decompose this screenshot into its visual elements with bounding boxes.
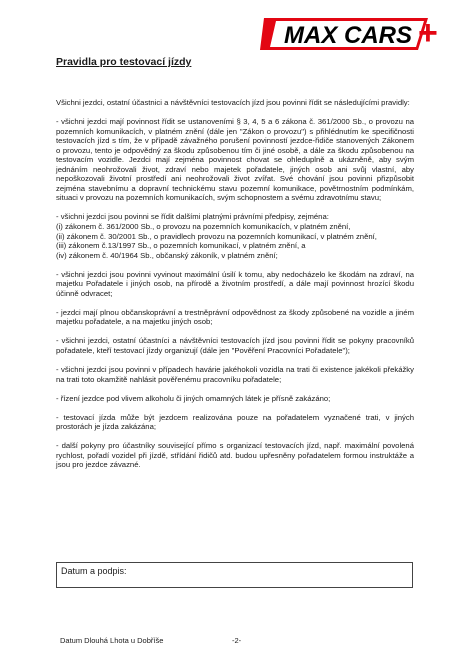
logo-plus-mark: + [418, 14, 438, 52]
logo-text: MAX CARS [284, 22, 413, 49]
rule-report-accidents: - všichni jezdci jsou povinni v případech havárie jakéhokoli vozidla na trati či existence jakékoli překážky na trati toto okamžitě nahlásit pověřenému pracovníku pořadatele; [56, 365, 414, 384]
signature-label: Datum a podpis: [61, 566, 127, 576]
law-item: (iv) zákonem č. 40/1964 Sb., občanský zákoník, v platném znění; [56, 250, 278, 260]
law-item: (ii) zákonem č. 30/2001 Sb., o pravidlech provozu na pozemních komunikací, v platném znění, [56, 231, 377, 241]
rule-other-regulations: - všichni jezdci jsou povinni se řídit dalšími platnými právními předpisy, zejména: [56, 212, 329, 222]
page-number: -2- [232, 636, 242, 645]
rule-traffic-law: - všichni jezdci mají povinnost řídit se ustanoveními § 3, 4, 5 a 6 zákona č. 361/2000 Sb., o provozu na pozemních komunikacích, v platném znění (dále jen "Zákon o provozu") s přihlédnutím ke specifičnosti testovacích jízd s tím, že v případě závažného porušení povinností jezdce-řidiče stanovených Zákonem o provozu, tento je odpovědný za škodu způsobenou tím či jiné osobě, a dále za škodu způsobenou na testovacím vozidle. Jezdci mají zejména povinnost chovat se ohleduplně a ukázněně, aby svým jednáním neohrožovali život, zdraví nebo majetek pořadatele, jiných osob ani svůj vlastní, aby nepoškozovali životní prostředí ani neohrožovali život zvířat. Své chování jsou povinni přizpůsobit zejména stavebnímu a dopravní technickému stavu pozemní komunikace, povětrnostním podmínkám, situaci v provozu na pozemních komunikacích, svým schopnostem a svému zdravotnímu stavu; [56, 117, 414, 203]
rule-further-instructions: - další pokyny pro účastníky související přímo s organizací testovacích jízd, např. maximální povolená rychlost, pořadí vozidel při jízdě, střídání řidičů atd. budou upřesněny pořadatelem formou instruktáže a jsou pro jezdce závazné. [56, 441, 414, 470]
rules-body [56, 98, 414, 479]
law-item: (i) zákonem č. 361/2000 Sb., o provozu na pozemních komunikacích, v platném znění, [56, 222, 351, 232]
rule-liability: - jezdci mají plnou občanskoprávní a trestněprávní odpovědnost za škody způsobené na vozidle a jiném majetku pořadatele, a na majetku jiných osob; [56, 307, 414, 327]
intro-paragraph: Všichni jezdci, ostatní účastnici a návštěvníci testovacích jízd jsou povinni řídit se následujícími pravidly: [56, 98, 410, 107]
rule-follow-staff: - všichni jezdci, ostatní účastníci a návštěvníci testovacích jízd jsou povinni řídit se pokyny pracovníků pořadatele, kteří testovací jízdy organizují (dále jen "Pověření Pracovníci Pořadatele"); [56, 336, 414, 355]
rule-no-alcohol: - řízení jezdce pod vlivem alkoholu či jiných omamných látek je přísně zakázáno; [56, 393, 331, 403]
page-title: Pravidla pro testovací jízdy [56, 56, 192, 68]
signature-box[interactable] [56, 562, 413, 588]
rule-marked-track: - testovací jízda může být jezdcem realizována pouze na pořadatelem vyznačené trati, v jiných prostorách je jízda zakázána; [56, 412, 414, 432]
max-cars-logo [258, 14, 454, 52]
page-footer [60, 636, 420, 648]
law-list [56, 212, 414, 260]
rule-prevent-damage: - všichni jezdci jsou povinni vyvinout maximální úsilí k tomu, aby nedocházelo ke škodám na zdraví, na majetku Pořadatele i jiných osob, na přírodě a životním prostředí, a dále mají povinnost hrozící škodu účinně odvracet; [56, 269, 414, 298]
law-item: (iii) zákonem č.13/1997 Sb., o pozemních komunikací, v platném znění, a [56, 241, 306, 251]
footer-location: Datum Dlouhá Lhota u Dobříše [60, 636, 164, 645]
